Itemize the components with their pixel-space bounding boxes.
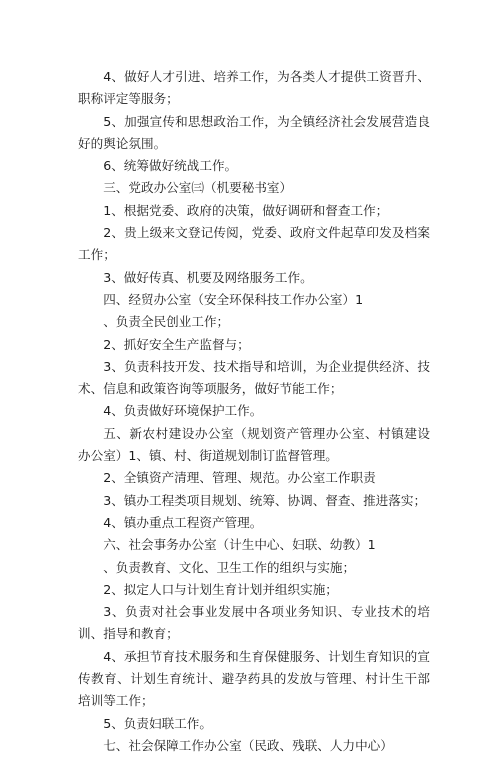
paragraph: 5、负责妇联工作。 (103, 715, 212, 731)
paragraph: 3、镇办工程类项目规划、统筹、协调、督查、推进落实； (103, 492, 427, 508)
paragraph: 2、贵上级来文登记传阅，党委、政府文件起草印发及档案工作； (78, 225, 430, 263)
paragraph: 5、加强宣传和思想政治工作，为全镇经济社会发展营造良好的舆论氛围。 (78, 113, 430, 151)
paragraph: 、负责全民创业工作； (103, 314, 230, 330)
paragraph: 2、全镇资产清理、管理、规范。办公室工作职责 (103, 470, 376, 486)
paragraph: 6、统筹做好统战工作。 (103, 158, 238, 174)
section-heading: 七、社会保障工作办公室（民政、残联、人力中心） (103, 737, 393, 753)
section-heading: 五、新农村建设办公室（规划资产管理办公室、村镇建设办公室）1、镇、村、街道规划制订监督管理。 (78, 425, 430, 464)
paragraph: 3、负责对社会事业发展中各项业务知识、专业技术的培训、指导和教育； (78, 604, 430, 642)
paragraph: 2、抓好安全生产监督与； (103, 336, 250, 352)
paragraph: 3、负责科技开发、技术指导和培训，为企业提供经济、技术、信息和政策咨询等项服务，做好节能工作； (78, 358, 430, 397)
document-body (78, 66, 430, 757)
paragraph: 4、负责做好环境保护工作。 (103, 403, 263, 419)
section-heading: 三、党政办公室㈢（机要秘书室） (103, 180, 293, 196)
paragraph: 4、承担节育技术服务和生育保健服务、计划生育知识的宣传教育、计划生育统计、避孕药具的发放与管理、村计生干部培训等工作； (78, 648, 430, 709)
paragraph: 2、拟定人口与计划生育计划并组织实施； (103, 581, 338, 597)
paragraph: 3、做好传真、机要及网络服务工作。 (103, 269, 313, 285)
paragraph: 4、做好人才引进、培养工作，为各类人才提供工资晋升、职称评定等服务； (78, 69, 430, 107)
section-heading: 四、经贸办公室（安全环保科技工作办公室）1 (103, 291, 364, 307)
paragraph: 1、根据党委、政府的决策，做好调研和督查工作； (103, 202, 389, 218)
paragraph: 、负责教育、文化、卫生工作的组织与实施； (103, 559, 356, 575)
section-heading: 六、社会事务办公室（计生中心、妇联、幼教）1 (103, 537, 376, 553)
paragraph: 4、镇办重点工程资产管理。 (103, 514, 263, 530)
